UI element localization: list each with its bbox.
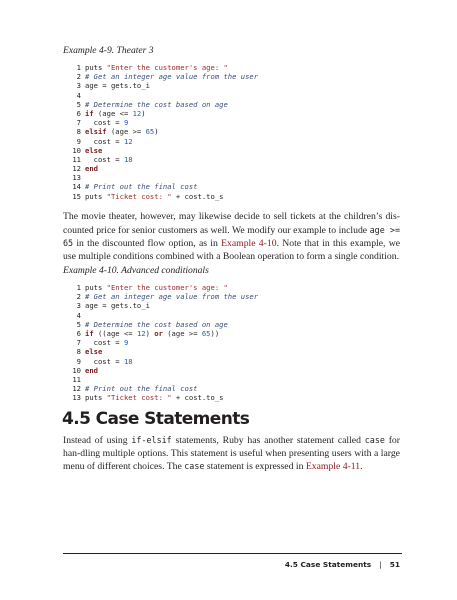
code-token: 18: [123, 356, 133, 366]
line-number: 7: [76, 118, 81, 128]
example-4-10-caption: Example 4-10. Advanced conditionals: [63, 265, 209, 276]
line-number: 12: [72, 164, 81, 174]
code-token: # Print out the final cost: [85, 384, 198, 394]
footer-section-title: 4.5 Case Statements: [284, 560, 372, 569]
code-token: 9: [123, 338, 129, 348]
example-4-9-caption: Example 4-9. Theater 3: [63, 45, 154, 56]
code-token: age = gets.to_i: [85, 301, 150, 311]
code-line: [65, 329, 258, 338]
code-token: # Determine the cost based on age: [85, 99, 228, 109]
code-token: # Get an integer age value from the user: [85, 72, 259, 82]
line-number: 7: [76, 338, 81, 348]
code-token: age = gets.to_i: [85, 81, 150, 91]
paragraph-text: . Note that in this example, we use multiple conditions combined with a Boolean operation to form a single condition.: [63, 238, 401, 262]
inline-code: case: [364, 435, 385, 445]
code-token: else: [85, 347, 103, 357]
code-token: end: [85, 164, 98, 174]
line-number: 1: [76, 283, 81, 292]
code-token: (age >=: [162, 328, 202, 338]
example-4-10-code-block: [65, 283, 258, 402]
code-token: # Determine the cost based on age: [85, 319, 228, 329]
code-line: [65, 192, 258, 201]
code-token: (age >=: [106, 127, 146, 137]
code-token: ): [141, 108, 146, 118]
paragraph-text: for han‐dling multiple options. This statement is useful when presenting users with a large menu of different choices. The: [63, 435, 400, 473]
code-token: 12: [136, 328, 146, 338]
paragraph-text: statement is expressed in: [204, 461, 306, 473]
code-token: cost =: [85, 136, 124, 146]
code-token: puts: [85, 191, 107, 201]
code-token: )): [210, 328, 220, 338]
code-token: puts: [85, 63, 107, 72]
line-number: 4: [76, 310, 81, 320]
code-line: [65, 301, 258, 310]
code-token: 65: [145, 127, 155, 137]
code-line: [65, 311, 258, 320]
code-line: [65, 146, 258, 155]
code-line: [65, 338, 258, 347]
code-token: if: [85, 328, 94, 338]
line-number: 2: [76, 72, 81, 82]
code-token: 65: [201, 328, 211, 338]
code-token: or: [154, 328, 163, 338]
code-token: + cost.to_s: [171, 393, 224, 403]
line-number: 10: [72, 145, 81, 155]
cross-reference-link[interactable]: Example 4-11: [305, 461, 361, 473]
code-token: # Print out the final cost: [85, 182, 198, 192]
line-number: 4: [76, 90, 81, 100]
code-token: 9: [123, 118, 129, 128]
code-token: cost =: [85, 338, 124, 348]
page-footer: [285, 560, 400, 569]
line-number: 9: [76, 136, 81, 146]
line-number: 6: [76, 108, 81, 118]
code-token: 18: [123, 154, 133, 164]
code-line: [65, 81, 258, 90]
line-number: 11: [72, 374, 81, 384]
line-number: 13: [72, 173, 81, 183]
line-number: 9: [76, 356, 81, 366]
code-line: [65, 375, 258, 384]
code-token: 12: [132, 108, 142, 118]
inline-code: age >= 65: [63, 224, 400, 249]
section-heading-case-statements: 4.5 Case Statements: [62, 409, 250, 429]
code-token: cost =: [85, 154, 124, 164]
code-token: 12: [123, 136, 133, 146]
line-number: 8: [76, 127, 81, 137]
code-token: if: [85, 108, 94, 118]
line-number: 5: [76, 99, 81, 109]
code-line: [65, 137, 258, 146]
line-number: 3: [76, 301, 81, 311]
code-line: [65, 164, 258, 173]
code-token: (age <=: [93, 108, 133, 118]
code-token: "Ticket cost: ": [106, 191, 172, 201]
cross-reference-link[interactable]: Example 4-10: [221, 238, 277, 250]
code-line: [65, 155, 258, 164]
code-token: ((age <=: [93, 328, 137, 338]
code-token: ): [154, 127, 159, 137]
code-token: end: [85, 365, 98, 375]
example-4-9-code-block: [65, 63, 258, 201]
footer-separator: |: [379, 560, 382, 569]
line-number: 2: [76, 292, 81, 302]
code-token: # Get an integer age value from the user: [85, 292, 259, 302]
footer-divider: [63, 553, 402, 554]
code-line: [65, 72, 258, 81]
line-number: 13: [72, 393, 81, 403]
code-line: [65, 173, 258, 182]
inline-code: if-elsif: [131, 435, 172, 445]
code-token: elsif: [85, 127, 107, 137]
line-number: 5: [76, 319, 81, 329]
line-number: 11: [72, 154, 81, 164]
paragraph-text: Instead of using: [63, 435, 132, 446]
code-token: "Enter the customer's age: ": [106, 283, 228, 292]
code-line: [65, 182, 258, 191]
line-number: 14: [72, 182, 81, 192]
page-number: 51: [389, 560, 400, 569]
code-token: cost =: [85, 118, 124, 128]
code-line: [65, 100, 258, 109]
line-number: 3: [76, 81, 81, 91]
code-token: puts: [85, 283, 107, 292]
paragraph-text: .: [360, 461, 363, 473]
line-number: 10: [72, 365, 81, 375]
line-number: 15: [72, 191, 81, 201]
line-number: 8: [76, 347, 81, 357]
paragraph-text: in the discounted flow option, as in: [73, 238, 222, 250]
code-line: [65, 320, 258, 329]
code-token: else: [85, 145, 103, 155]
code-token: + cost.to_s: [171, 191, 224, 201]
code-token: cost =: [85, 356, 124, 366]
code-line: [65, 393, 258, 402]
code-token: "Ticket cost: ": [106, 393, 172, 403]
code-token: puts: [85, 393, 107, 403]
code-line: [65, 118, 258, 127]
code-line: [65, 357, 258, 366]
code-line: [65, 347, 258, 356]
code-line: [65, 127, 258, 136]
code-token: ): [145, 328, 155, 338]
paragraph-case-intro: [63, 434, 400, 474]
code-line: [65, 292, 258, 301]
code-line: [65, 109, 258, 118]
code-line: [65, 91, 258, 100]
code-line: [65, 63, 258, 72]
line-number: 1: [76, 63, 81, 72]
code-token: "Enter the customer's age: ": [106, 63, 228, 72]
paragraph-text: statements, Ruby has another statement called: [171, 435, 365, 446]
line-number: 12: [72, 384, 81, 394]
paragraph-movie-theater: [63, 211, 400, 263]
code-line: [65, 283, 258, 292]
code-line: [65, 384, 258, 393]
line-number: 6: [76, 328, 81, 338]
paragraph-text: The movie theater, however, may likewise decide to sell tickets at the children’s dis‐counted price for senior customers as well. We modify our example to include: [63, 211, 400, 236]
inline-code: case: [184, 461, 205, 472]
code-line: [65, 366, 258, 375]
